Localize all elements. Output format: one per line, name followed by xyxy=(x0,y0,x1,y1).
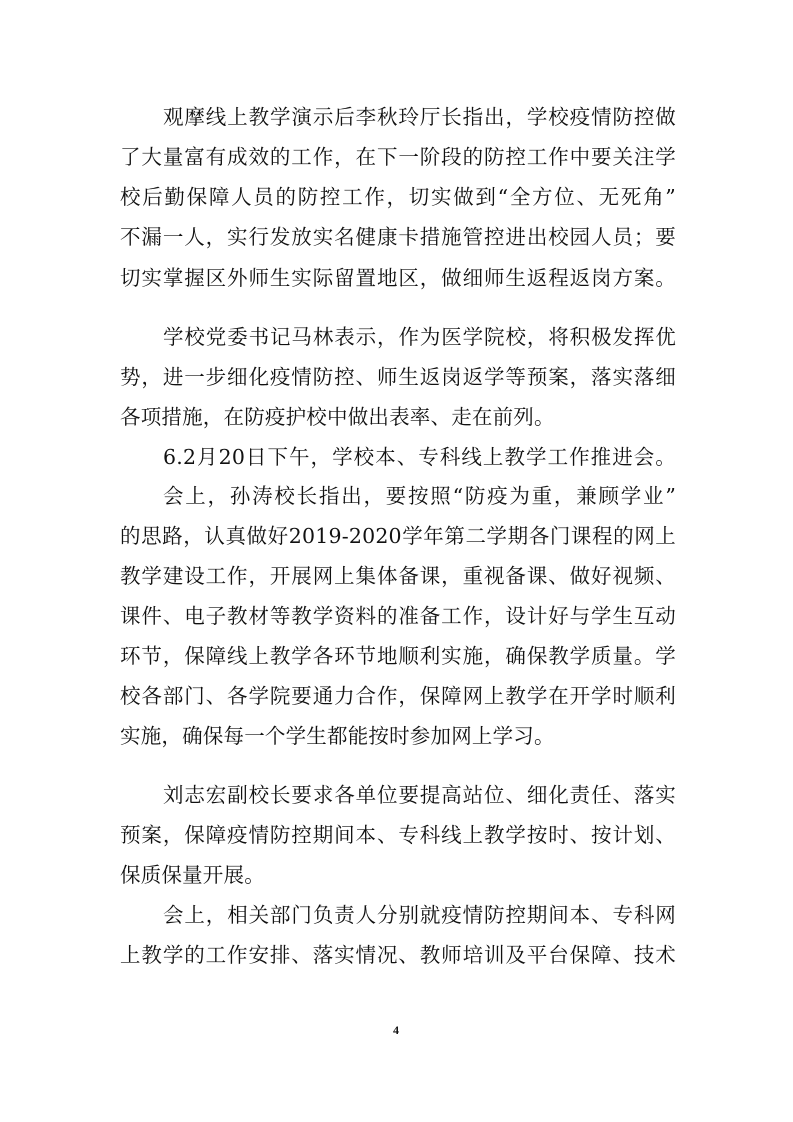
text-line: 预案，保障疫情防控期间本、专科线上教学按时、按计划、 xyxy=(120,823,676,847)
text-line: 切实掌握区外师生实际留置地区，做细师生返程返岗方案。 xyxy=(120,266,676,290)
text-line: 各项措施，在防疫护校中做出表率、走在前列。 xyxy=(120,405,555,429)
text-line: 的思路，认真做好2019-2020学年第二学期各门课程的网上 xyxy=(120,524,676,548)
text-line: 会上，相关部门负责人分别就疫情防控期间本、专科网 xyxy=(163,903,676,927)
text-line: 教学建设工作，开展网上集体备课，重视备课、做好视频、 xyxy=(120,564,676,588)
text-line: 校各部门、各学院要通力合作，保障网上教学在开学时顺利 xyxy=(120,684,676,708)
text-line: 了大量富有成效的工作，在下一阶段的防控工作中要关注学 xyxy=(120,145,676,169)
text-line: 势，进一步细化疫情防控、师生返岗返学等预案，落实落细 xyxy=(120,365,676,389)
text-line: 上教学的工作安排、落实情况、教师培训及平台保障、技术 xyxy=(120,943,676,967)
text-line: 观摩线上教学演示后李秋玲厅长指出，学校疫情防控做 xyxy=(163,105,676,129)
text-line: 保质保量开展。 xyxy=(120,863,265,887)
text-line: 课件、电子教材等教学资料的准备工作，设计好与学生互动 xyxy=(120,604,676,628)
text-line: 不漏一人，实行发放实名健康卡措施管控进出校园人员；要 xyxy=(120,225,676,249)
text-line: 6.2月20日下午，学校本、专科线上教学工作推进会。 xyxy=(163,445,676,469)
text-line: 会上，孙涛校长指出，要按照“防疫为重，兼顾学业” xyxy=(163,484,676,508)
text-line: 学校党委书记马林表示，作为医学院校，将积极发挥优 xyxy=(163,325,676,349)
text-line: 刘志宏副校长要求各单位要提高站位、细化责任、落实 xyxy=(163,783,676,807)
text-line: 实施，确保每一个学生都能按时参加网上学习。 xyxy=(120,724,555,748)
text-line: 环节，保障线上教学各环节地顺利实施，确保教学质量。学 xyxy=(120,644,676,668)
text-line: 校后勤保障人员的防控工作，切实做到“全方位、无死角” xyxy=(120,185,676,209)
page-number: 4 xyxy=(393,1023,399,1037)
